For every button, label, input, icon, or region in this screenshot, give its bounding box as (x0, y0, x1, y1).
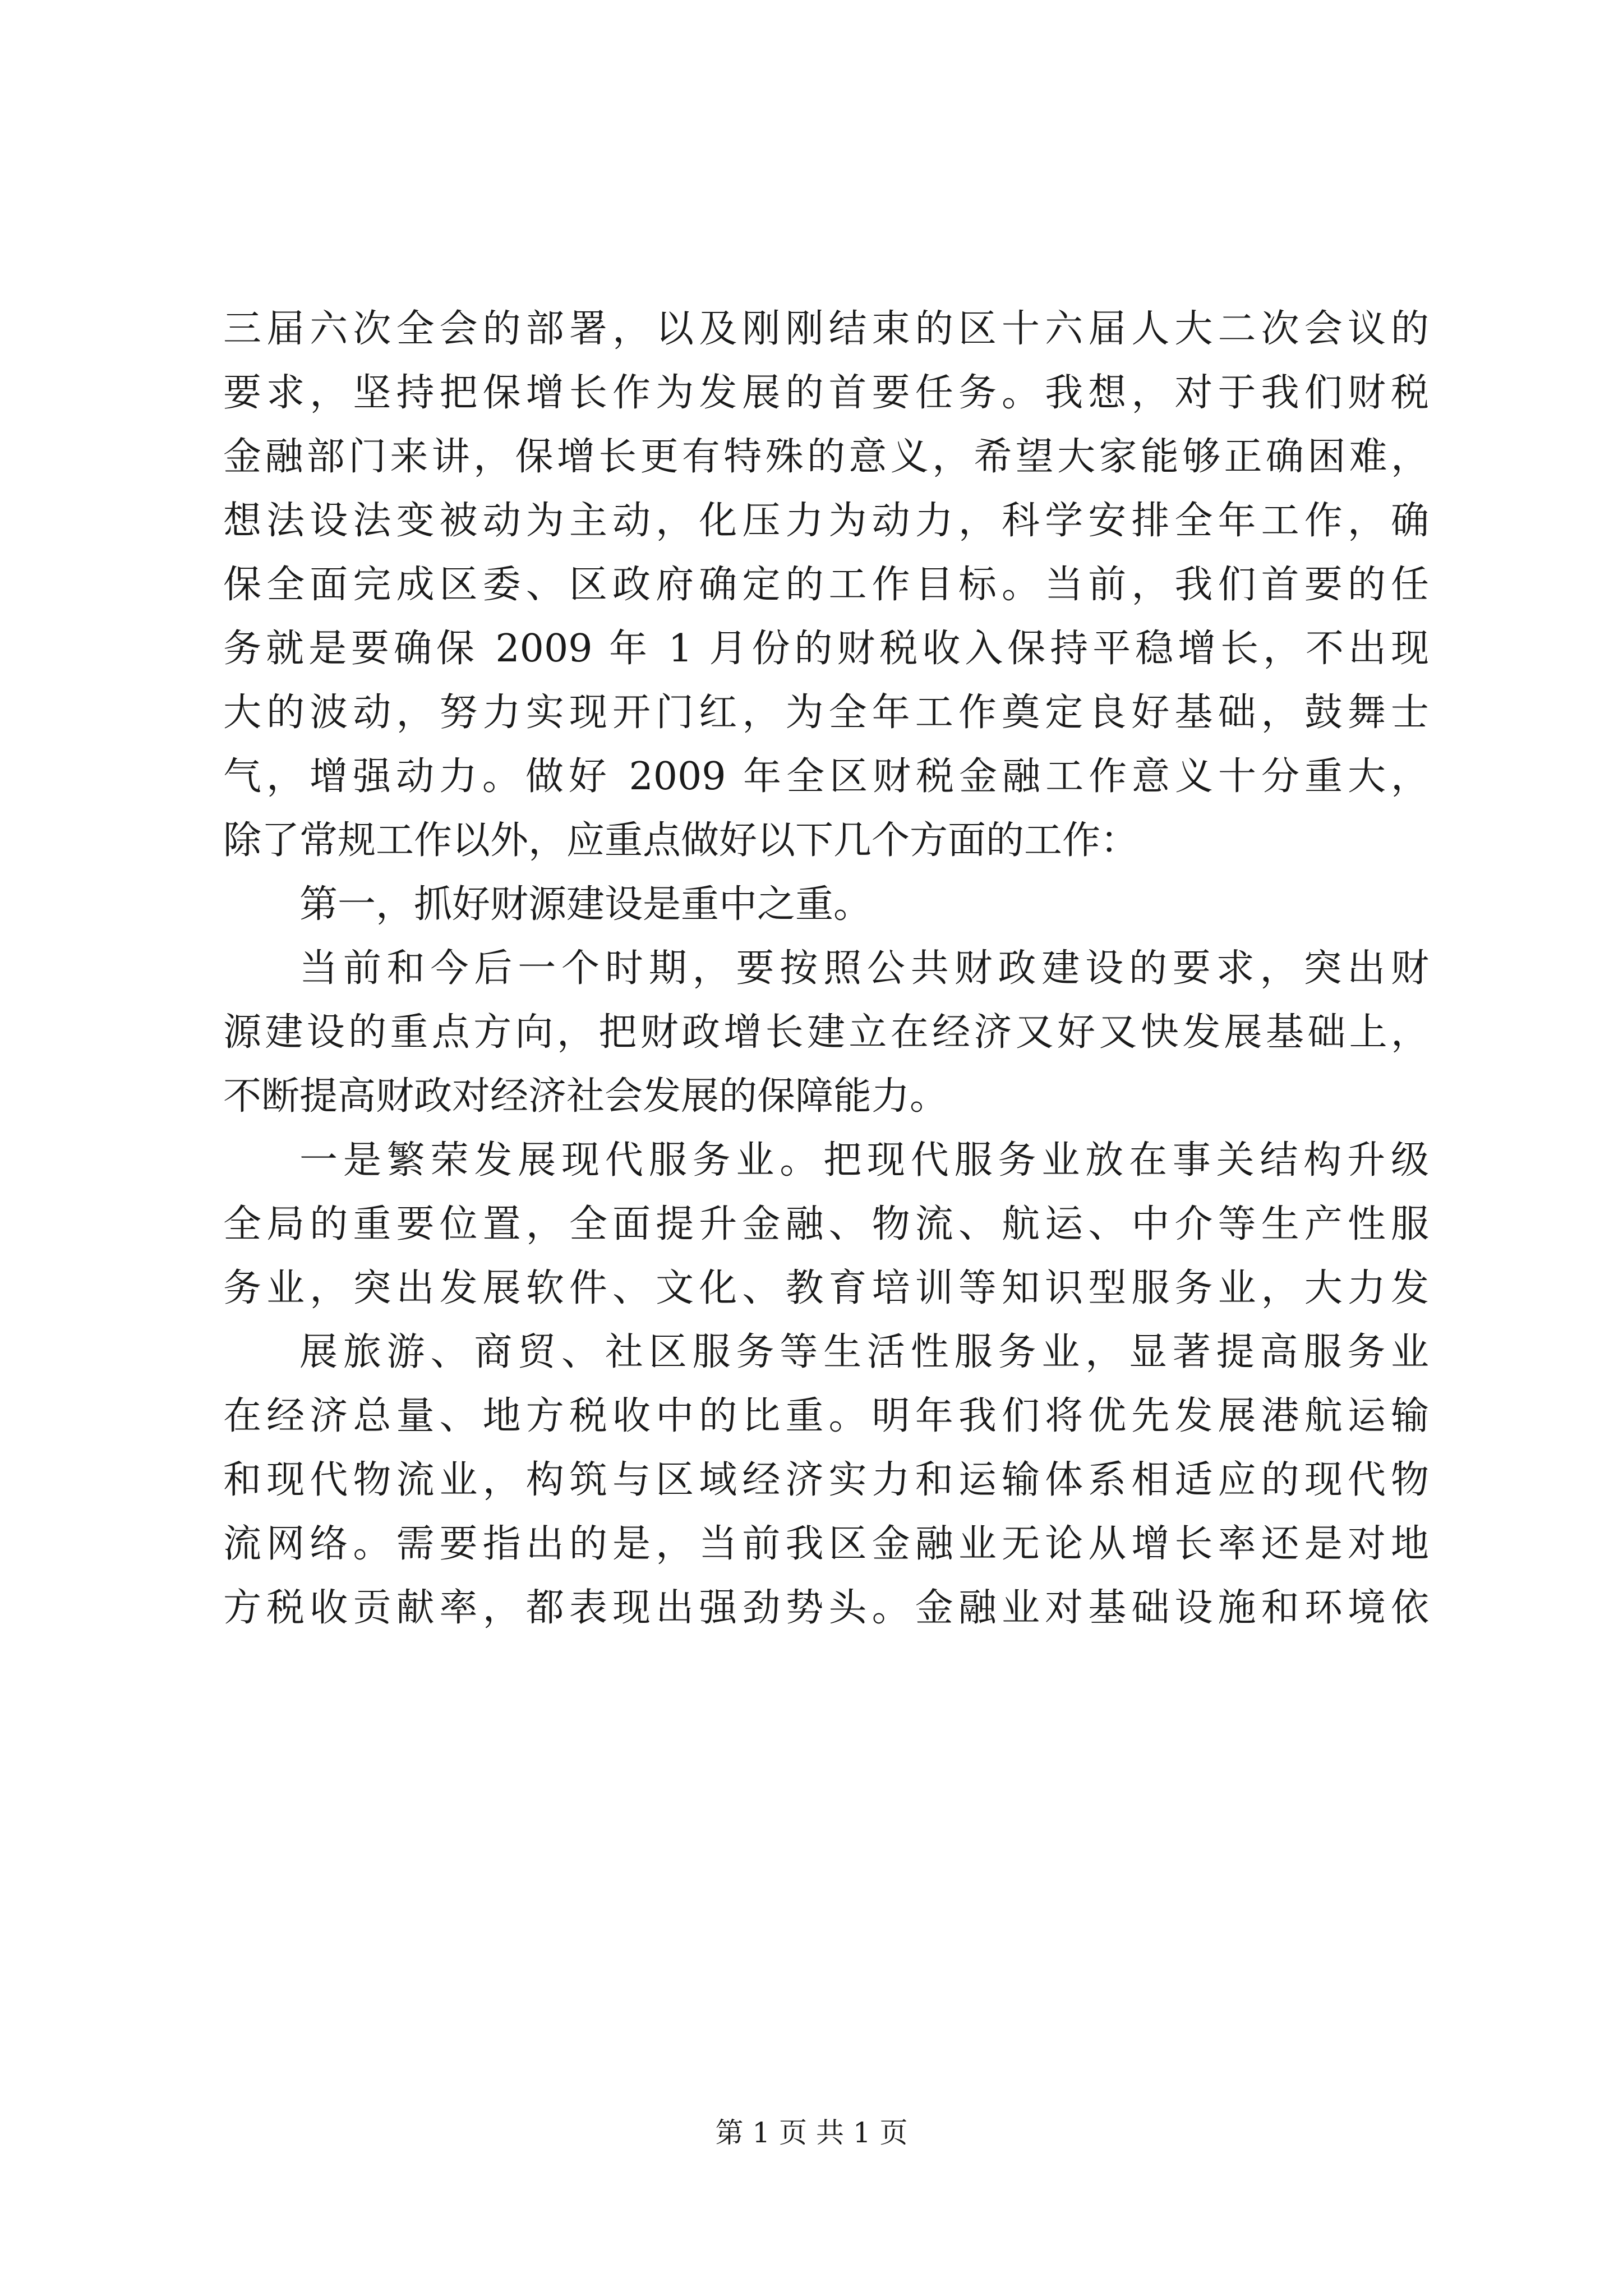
text-line: 展旅游、商贸、社区服务等生活性服务业，显著提高服务业 (299, 1330, 1429, 1374)
text-line: 保全面完成区委、区政府确定的工作目标。当前，我们首要的任 (223, 563, 1429, 607)
section-heading: 第一，抓好财源建设是重中之重。 (299, 882, 872, 927)
text-line: 除了常规工作以外，应重点做好以下几个方面的工作： (223, 818, 1139, 863)
text-line: 要求，坚持把保增长作为发展的首要任务。我想，对于我们财税 (223, 371, 1429, 415)
page-footer (0, 2116, 1623, 2150)
text-line: 和现代物流业，构筑与区域经济实力和运输体系相适应的现代物 (223, 1458, 1429, 1502)
text-line: 想法设法变被动为主动，化压力为动力，科学安排全年工作，确 (223, 499, 1429, 543)
text-line: 务业，突出发展软件、文化、教育培训等知识型服务业，大力发 (223, 1266, 1429, 1310)
text-line: 流网络。需要指出的是，当前我区金融业无论从增长率还是对地 (223, 1522, 1429, 1566)
text-line: 源建设的重点方向，把财政增长建立在经济又好又快发展基础上， (223, 1010, 1429, 1055)
text-line: 三届六次全会的部署，以及刚刚结束的区十六届人大二次会议的 (223, 307, 1429, 351)
text-line: 方税收贡献率，都表现出强劲势头。金融业对基础设施和环境依 (223, 1586, 1429, 1630)
text-line: 不断提高财政对经济社会发展的保障能力。 (223, 1074, 948, 1119)
text-line: 大的波动，努力实现开门红，为全年工作奠定良好基础，鼓舞士 (223, 691, 1429, 735)
text-line: 一是繁荣发展现代服务业。把现代服务业放在事关结构升级 (299, 1138, 1429, 1182)
text-line: 在经济总量、地方税收中的比重。明年我们将优先发展港航运输 (223, 1394, 1429, 1438)
page-number: 第 1 页 共 1 页 (715, 2116, 908, 2149)
text-line: 当前和今后一个时期，要按照公共财政建设的要求，突出财 (299, 946, 1429, 991)
text-line: 全局的重要位置，全面提升金融、物流、航运、中介等生产性服 (223, 1202, 1429, 1246)
document-body (223, 297, 1429, 1640)
text-line: 气，增强动力。做好 2009 年全区财税金融工作意义十分重大， (223, 754, 1429, 799)
text-line: 务就是要确保 2009 年 1 月份的财税收入保持平稳增长，不出现 (223, 627, 1429, 671)
text-line: 金融部门来讲，保增长更有特殊的意义，希望大家能够正确困难， (223, 435, 1429, 479)
